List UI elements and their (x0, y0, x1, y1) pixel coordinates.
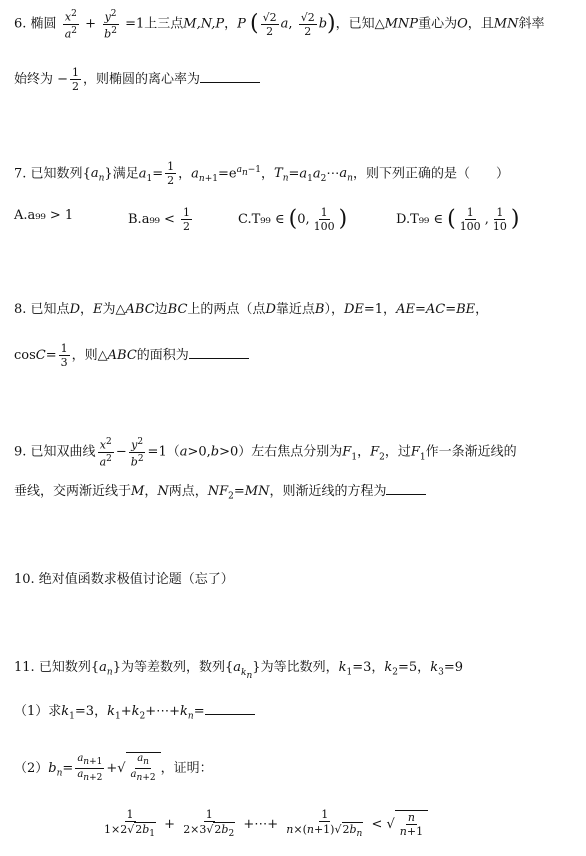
q11-ineq-term1: $\frac{1}{1\times 2√2b_1}$ (104, 808, 156, 840)
q8-line2-text-a: cos (14, 348, 36, 363)
q9-answer-blank[interactable] (386, 480, 426, 495)
q9-text-c: ，过 (384, 444, 411, 460)
q8-line1: 8. 已知点D，E为△ABC边BC上的两点（点D靠近点B），DE=1，AE=AC=BE， (14, 302, 489, 317)
q11-text-b: 为等差数列，数列 (120, 660, 225, 675)
q11-ineq-termn: $\frac{1}{n\times(n+1)√2b_n}$ (286, 808, 363, 840)
q7-d-frac2: $\frac{1}{10}$ (492, 206, 507, 233)
q9-frac-y: $\frac{y^2}{b^2}$ (130, 437, 144, 469)
q6-text-d: 重心为 (418, 16, 458, 32)
q7-number: 7. (14, 166, 27, 182)
q9-text-b: 左右焦点分别为 (251, 444, 343, 460)
q11-number: 11. (14, 660, 35, 675)
q7-option-b[interactable] (128, 206, 194, 233)
q7-b-frac: $\frac{1}{2}$ (183, 206, 191, 233)
q8-text-a: 已知点 (30, 302, 70, 317)
q6-line2-text-b: ，则椭圆的离心率为 (83, 72, 201, 87)
q8-number: 8. (14, 302, 27, 317)
q6-frac-x: $\frac{x^2}{a^2}$ (64, 9, 77, 41)
q9-line2-text-a: 垂线，交两渐近线于 (14, 484, 132, 499)
q9-line2-text-c: ，则渐近线的方程为 (269, 484, 387, 499)
q11-text-c: 为等比数列， (260, 660, 339, 675)
q9-line2: 垂线，交两渐近线于M，N两点，$NF_2=MN$，则渐近线的方程为 (14, 480, 426, 507)
q7-option-c-text: T₉₉ ∈ (251, 212, 285, 227)
q8-text-b: 为△ (102, 302, 126, 317)
q8-frac-cos: $\frac{1}{3}$ (60, 342, 68, 369)
q6-frac-sqrt2-a: $\frac{√2}{2}$ (262, 10, 277, 38)
q7-option-d-text: T₉₉ ∈ (410, 212, 443, 227)
q7-option-a[interactable] (14, 206, 73, 226)
q6-frac-sqrt2-b: $\frac{√2}{2}$ (300, 10, 315, 38)
q11-part2: $(2)b_n=$ $\frac{a_{n+1}}{a_{n+2}}$ +√ $\frac{a_n}{a_{n+2}}$ ，证明： (14, 753, 213, 783)
q6-text-b: 上三点 (144, 16, 184, 32)
q11-part2-text: ，证明： (160, 761, 213, 776)
q11-frac-bn1: $\frac{a_{n+1}}{a_{n+2}}$ (77, 753, 103, 783)
q11-ineq-rhs: $\frac{n}{n+1}$ (399, 811, 424, 839)
q10-line (14, 570, 234, 590)
q11-ineq-term2: $\frac{1}{2\times 3√2b_2}$ (183, 808, 235, 840)
q11-part1-label: （1）求 (14, 704, 62, 719)
q8-line2-text-b: ，则△ (71, 348, 108, 363)
q6-tri: MNP (384, 16, 419, 32)
q6-text-c: ，已知△ (335, 16, 385, 32)
q7-frac-a1: $\frac{1}{2}$ (167, 160, 175, 188)
q8-text-e: 靠近点 (275, 302, 315, 317)
q7-option-b-label: B. (128, 212, 142, 227)
q7-option-d[interactable]: D.T₉₉ ∈ ( $\frac{1}{100}$ , $\frac{1}{10}$ ) (396, 206, 520, 233)
q6-answer-blank[interactable] (200, 68, 260, 83)
q7-c-frac: $\frac{1}{100}$ (313, 206, 335, 233)
q8-line2: cosC= $\frac{1}{3}$ ，则△ABC的面积为 (14, 342, 249, 369)
q7-option-c[interactable]: C.T₉₉ ∈ (0, $\frac{1}{100}$ ) (238, 206, 348, 233)
q7-option-c-label: C. (238, 212, 252, 227)
q9-text-a: 已知双曲线 (30, 444, 96, 460)
q9-line1: 9. 已知双曲线 $\frac{x^2}{a^2}$ − $\frac{y^2}{b^2}$ =1（a>0,b>0）左右焦点分别为$F_1$，$F_2$，过$F_1$作一条渐近线的 (14, 437, 517, 469)
q7-option-d-label: D. (396, 212, 411, 227)
q11-part2-label: （2） (14, 761, 49, 776)
q9-text-d: 作一条渐近线的 (425, 444, 517, 460)
q7-option-b-text: a₉₉ < (141, 212, 175, 227)
q8-answer-blank[interactable] (189, 344, 249, 359)
q6-text-f: 斜率 (518, 16, 545, 32)
q6-number: 6. (14, 16, 27, 32)
q7-text-b: 满足 (112, 166, 139, 182)
q6-line1: 6. 椭圆 $\frac{x^2}{a^2}$ + $\frac{y^2}{b^2}$ =1上三点M,N,P，P ( $\frac{√2}{2}$ a, $\frac{√2}{2}$ b)，已知△MNP重心为O，且MN斜率 (14, 9, 545, 41)
q7-text-a: 已知数列 (30, 166, 83, 182)
q6-mn: MN (493, 16, 519, 32)
q7-option-a-label: A. (14, 208, 28, 223)
q6-points: M,N,P (183, 16, 225, 32)
q6-text: 椭圆 (30, 16, 57, 32)
q11-text-a: 已知数列 (38, 660, 91, 675)
q8-line2-text-c: 的面积为 (136, 348, 189, 363)
q6-o: O (457, 16, 468, 32)
q9-line2-text-b: 两点， (168, 484, 208, 499)
q11-answer-blank[interactable] (205, 700, 255, 715)
q8-text-d: 上的两点（点 (187, 302, 266, 317)
q9-number: 9. (14, 444, 27, 460)
q6-line2: 始终为 − $\frac{1}{2}$ ，则椭圆的离心率为 (14, 66, 260, 93)
q10-text: 10. 绝对值函数求极值讨论题（忘了） (14, 572, 234, 587)
q8-text-c: 边 (154, 302, 168, 317)
q7-d-frac1: $\frac{1}{100}$ (459, 206, 481, 233)
q11-part1: （1）求$k_1=3$，$k_1+k_2+\cdots+k_n=$ (14, 700, 255, 727)
q11-line1: 11. 已知数列$\{a_n\}$为等差数列，数列$\{a_{k_n}\}$为等比数列，$k_1=3$，$k_2=5$，$k_3=9$ (14, 660, 463, 681)
q9-frac-x: $\frac{x^2}{a^2}$ (99, 437, 112, 469)
q11-frac-bn2: $\frac{a_n}{a_{n+2}}$ (130, 753, 156, 783)
q6-text-e: ，且 (467, 16, 494, 32)
q11-inequality: $\frac{1}{1\times 2√2b_1}$ + $\frac{1}{2\times 3√2b_2}$ +⋯+ $\frac{1}{n\times(n+1)√2b_n}$ < √ $\frac{n}{n+1}$ (100, 808, 428, 841)
q6-frac-y: $\frac{y^2}{b^2}$ (104, 9, 117, 41)
q6-line2-text: 始终为 (14, 72, 54, 87)
q6-frac-half: $\frac{1}{2}$ (72, 66, 80, 93)
q7-text-c: ，则下列正确的是（ ） (352, 166, 509, 182)
q8-text-f: ）， (324, 302, 344, 317)
q7-line1: 7. 已知数列$\{a_n\}$满足$a_1=$ $\frac{1}{2}$ ，$a_{n+1}=e^{a_n-1}$，$T_n=a_1a_2\cdots a_n$，则下列正确的是（ ） (14, 160, 509, 188)
q7-option-a-text: a₉₉ > 1 (27, 208, 74, 223)
